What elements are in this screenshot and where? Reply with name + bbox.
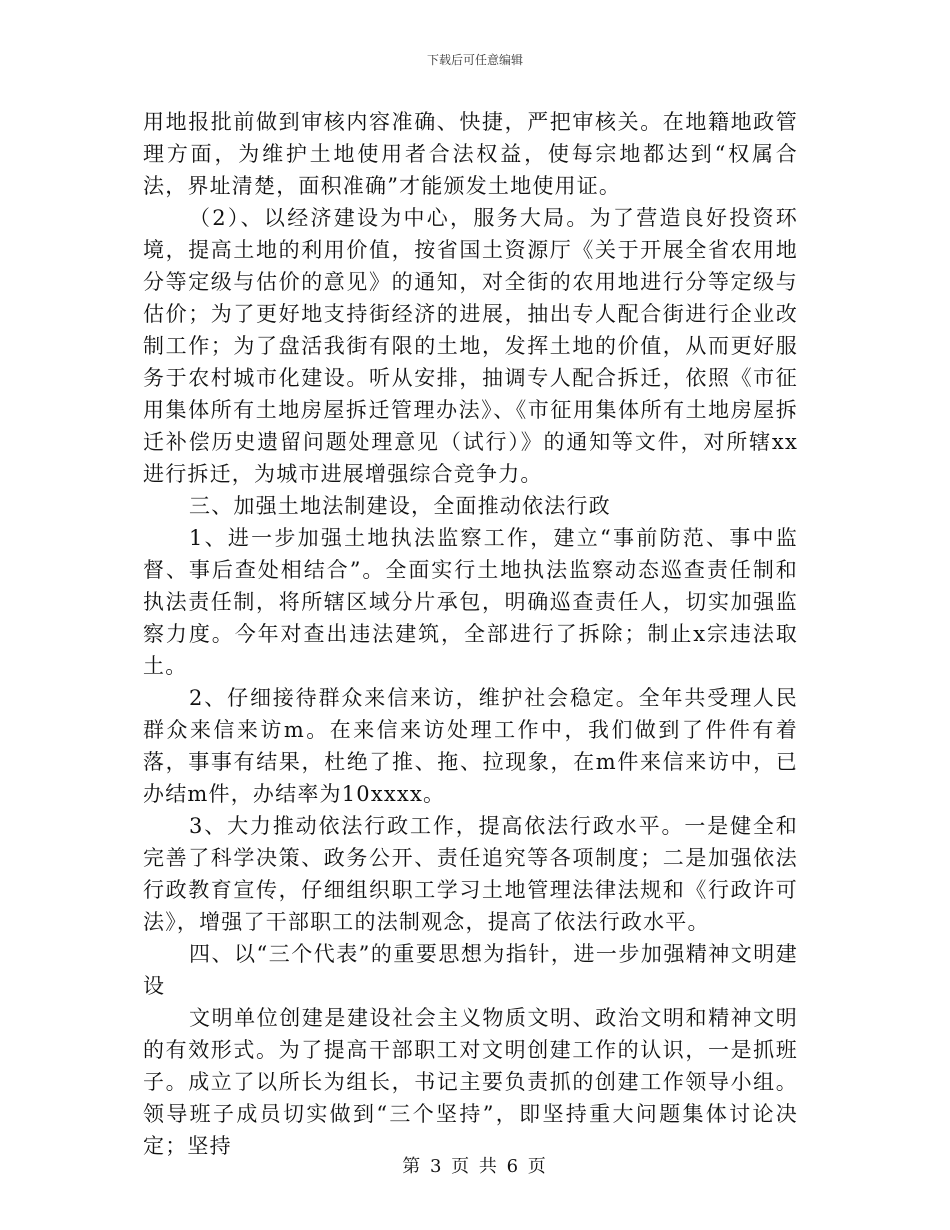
document-body (143, 106, 798, 1162)
paragraph-economic-construction: （2）、以经济建设为中心，服务大局。为了营造良好投资环境，提高土地的利用价值，按省国土资源厅《关于开展全省农用地分等定级与估价的意见》的通知，对全街的农用地进行分等定级与估价；为了更好地支持街经济的进展，抽出专人配合街进行企业改制工作；为了盘活我街有限的土地，发挥土地的价值，从而更好服务于农村城市化建设。听从安排，抽调专人配合拆迁，依照《市征用集体所有土地房屋拆迁管理办法》、《市征用集体所有土地房屋拆迁补偿历史遗留问题处理意见（试行）》的通知等文件，对所辖xx进行拆迁，为城市进展增强综合竞争力。 (143, 206, 798, 486)
paragraph-administration-by-law: 3、大力推动依法行政工作，提高依法行政水平。一是健全和完善了科学决策、政务公开、责任追究等各项制度；二是加强依法行政教育宣传，仔细组织职工学习土地管理法律法规和《行政许可法》，增强了干部职工的法制观念，提高了依法行政水平。 (143, 814, 798, 934)
paragraph-law-enforcement: 1、进一步加强土地执法监察工作，建立“事前防范、事中监督、事后查处相结合”。全面实行土地执法监察动态巡查责任制和执法责任制，将所辖区域分片承包，明确巡查责任人，切实加强监察力度。今年对查出违法建筑，全部进行了拆除；制止x宗违法取土。 (143, 526, 798, 678)
section-heading-legal-construction: 三、加强土地法制建设，全面推动依法行政 (189, 494, 611, 518)
paragraph-civilized-unit: 文明单位创建是建设社会主义物质文明、政治文明和精神文明的有效形式。为了提高干部职工对文明创建工作的认识，一是抓班子。成立了以所长为组长，书记主要负责抓的创建工作领导小组。领导班子成员切实做到“三个坚持”，即坚持重大问题集体讨论决定；坚持 (143, 1006, 798, 1158)
section-heading-spiritual-civilization: 四、以“三个代表”的重要思想为指针，进一步加强精神文明建设 (143, 942, 798, 998)
paragraph-petitions: 2、仔细接待群众来信来访，维护社会稳定。全年共受理人民群众来信来访m。在来信来访处理工作中，我们做到了件件有着落，事事有结果，杜绝了推、拖、拉现象，在m件来信来访中，已办结m件，办结率为10xxxx。 (143, 686, 798, 806)
page-header: 下载后可任意编辑 (426, 53, 523, 67)
paragraph-land-approval: 用地报批前做到审核内容准确、快捷，严把审核关。在地籍地政管理方面，为维护土地使用者合法权益，使每宗地都达到“权属合法，界址清楚，面积准确”才能颁发土地使用证。 (143, 110, 798, 198)
page-number-footer: 第 3 页 共 6 页 (402, 1156, 548, 1177)
